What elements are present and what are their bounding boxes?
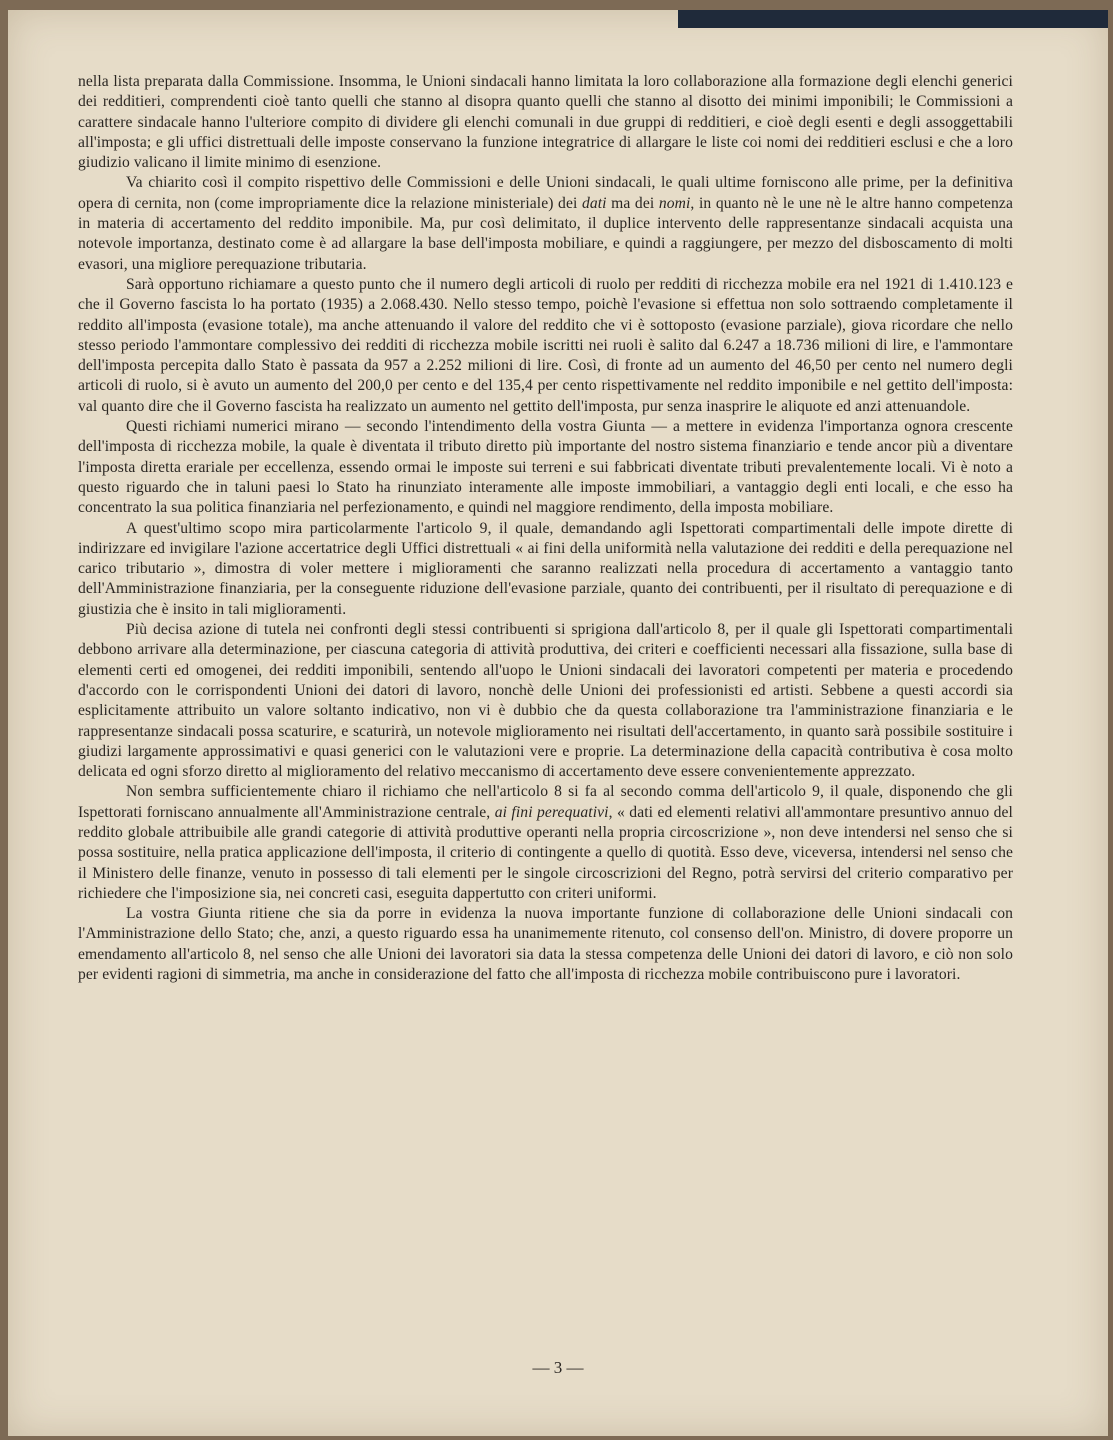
paragraph-2-part-a: Va chiarito così il compito rispettivo delle Commissioni e delle Unioni sindacali, le quali ultime forniscono alle prime, per la definitiva opera di cernita, non (come impropriamente dice la relazione ministeriale) dei: [78, 174, 1013, 212]
paragraph-7-emphasis: ai fini perequativi: [494, 803, 609, 821]
paragraph-2-part-c: , in quanto nè le une nè le altre hanno competenza in materia di accertamento del reddito imponibile. Ma, pur così delimitato, il duplice intervento delle rappresentanze sindacali acquista una notevole importanza, destinato come è ad allargare la base dell'imposta mobiliare, e quindi a raggiungere, per mezzo del disboscamento di molti evasori, una migliore perequazione tributaria.: [78, 194, 1013, 273]
paragraph-1: nella lista preparata dalla Commissione. Insomma, le Unioni sindacali hanno limitata la loro collaborazione alla formazione degli elenchi generici dei redditieri, comprendenti cioè tanto quelli che stanno al disopra quanto quelli che stanno al disotto dei minimi imponibili; le Commissioni a carattere sindacale hanno l'ulteriore compito di dividere gli elenchi comunali in due gruppi di redditieri, e cioè degli esenti e degli assoggettabili all'imposta; e gli uffici distrettuali delle imposte conservano la funzione integratrice di allargare le liste coi nomi dei redditieri esclusi e che a loro giudizio valicano il limite minimo di esenzione.: [78, 73, 1013, 172]
paragraph-3: Sarà opportuno richiamare a questo punto che il numero degli articoli di ruolo per redditi di ricchezza mobile era nel 1921 di 1.410.123 e che il Governo fascista lo ha portato (1935) a 2.068.430. Nello stesso tempo, poichè l'evasione si effettua non solo sottraendo completamente il reddito all'imposta (evasione totale), ma anche attenuando il valore del reddito che vi è sottoposto (evasione parziale), giova ricordare che nello stesso periodo l'ammontare complessivo dei redditi di ricchezza mobile iscritti nei ruoli è salito dal 6.247 a 18.736 milioni di lire, e l'ammontare dell'imposta percepita dallo Stato è passata da 957 a 2.252 milioni di lire. Così, di fronte ad un aumento del 46,50 per cento nel numero degli articoli di ruolo, si è avuto un aumento del 200,0 per cento e del 135,4 per cento rispettivamente nel reddito imponibile e nel gettito dell'imposta: val quanto dire che il Governo fascista ha realizzato un aumento nel gettito dell'imposta, pur senza inasprire le aliquote ed anzi attenuandole.: [78, 275, 1013, 415]
paragraph-6: Più decisa azione di tutela nei confronti degli stessi contribuenti si sprigiona dall'articolo 8, per il quale gli Ispettorati compartimentali debbono arrivare alla determinazione, per ciascuna categoria di attività produttiva, dei criteri e coefficienti necessari alla fissazione, sulla base di elementi certi ed omogenei, dei redditi imponibili, sentendo all'uopo le Unioni sindacali dei lavoratori competenti per materia e procedendo d'accordo con le corrispondenti Unioni dei datori di lavoro, nonchè delle Unioni dei professionisti ed artisti. Sebbene a questi accordi sia esplicitamente attribuito un valore soltanto indicativo, non vi è dubbio che da questa collaborazione tra l'amministrazione finanziaria e le rappresentanze sindacali possa scaturire, e scaturirà, un notevole miglioramento nei risultati dell'accertamento, in quanto sarà possibile sostituire i giudizi largamente approssimativi e quasi generici con le valutazioni vere e proprie. La determinazione della capacità contributiva è cosa molto delicata ed ogni sforzo diretto al miglioramento del relativo meccanismo di accertamento deve essere convenientemente apprezzato.: [78, 621, 1013, 781]
paragraph-8: La vostra Giunta ritiene che sia da porre in evidenza la nuova importante funzione di collaborazione delle Unioni sindacali con l'Amministrazione dello Stato; che, anzi, a questo riguardo essa ha unanimemente ritenuto, col consenso dell'on. Ministro, di dovere proporre un emendamento all'articolo 8, nel senso che alle Unioni dei lavoratori sia data la stessa competenza delle Unioni dei datori di lavoro, e ciò non solo per evidenti ragioni di simmetria, ma anche in considerazione del fatto che all'imposta di ricchezza mobile contribuiscono pure i lavoratori.: [78, 905, 1013, 984]
page-number: — 3 —: [532, 1358, 584, 1377]
paragraph-4: Questi richiami numerici mirano — secondo l'intendimento della vostra Giunta — a mettere in evidenza l'importanza ognora crescente dell'imposta di ricchezza mobile, la quale è diventata il tributo diretto più importante del nostro sistema finanziario e tende ancor più a diventare l'imposta diretta erariale per eccellenza, essendo ormai le imposte sui terreni e sui fabbricati diventate tributi prevalentemente locali. Vi è noto a questo riguardo che in taluni paesi lo Stato ha rinunziato interamente alle imposte immobiliari, a vantaggio degli enti locali, e che esso ha concentrato la sua politica finanziaria nel perfezionamento, e quindi nel maggiore rendimento, della imposta mobiliare.: [78, 418, 1013, 517]
paragraph-7: [78, 782, 1013, 904]
body-text: [78, 72, 1013, 985]
document-page: [8, 10, 1108, 1436]
paragraph-2-part-b: ma dei: [606, 194, 659, 212]
paragraph-2-emphasis-nomi: nomi: [658, 194, 691, 212]
paragraph-5: A quest'ultimo scopo mira particolarmente l'articolo 9, il quale, demandando agli Ispettorati compartimentali delle impote dirette di indirizzare ed invigilare l'azione accertatrice degli Uffici distrettuali « ai fini della uniformità nella valutazione dei redditi e della perequazione nel carico tributario », dimostra di voler mettere i miglioramenti che saranno realizzati nella procedura di accertamento a vantaggio tanto dell'Amministrazione finanziaria, per la conseguente riduzione dell'evasione parziale, quanto dei contribuenti, per il risultato di perequazione e di giustizia che è insito in tali miglioramenti.: [78, 519, 1013, 618]
paragraph-7-part-a: Non sembra sufficientemente chiaro il richiamo che nell'articolo 8 si fa al secondo comma dell'articolo 9, il quale, disponendo che gli Ispettorati forniscano annualmente all'Amministrazione centrale,: [78, 783, 1013, 821]
paragraph-2-emphasis-dati: dati: [581, 194, 607, 212]
paragraph-7-part-b: , « dati ed elementi relativi all'ammontare presuntivo annuo del reddito globale attribuibile alle grandi categorie di attività produttive operanti nella propria circoscrizione », non deve intendersi nel senso che si possa sostituire, nella pratica applicazione dell'imposta, il criterio di contingente a quello di quotità. Esso deve, viceversa, intendersi nel senso che il Ministero delle finanze, venuto in possesso di tali elementi per le singole circoscrizioni del Regno, potrà servirsi del criterio comparativo per richiedere che l'imposizione sia, nei concreti casi, eseguita dappertutto con criteri uniformi.: [78, 803, 1013, 902]
binding-strip: [678, 10, 1108, 28]
paragraph-2: [78, 173, 1013, 274]
